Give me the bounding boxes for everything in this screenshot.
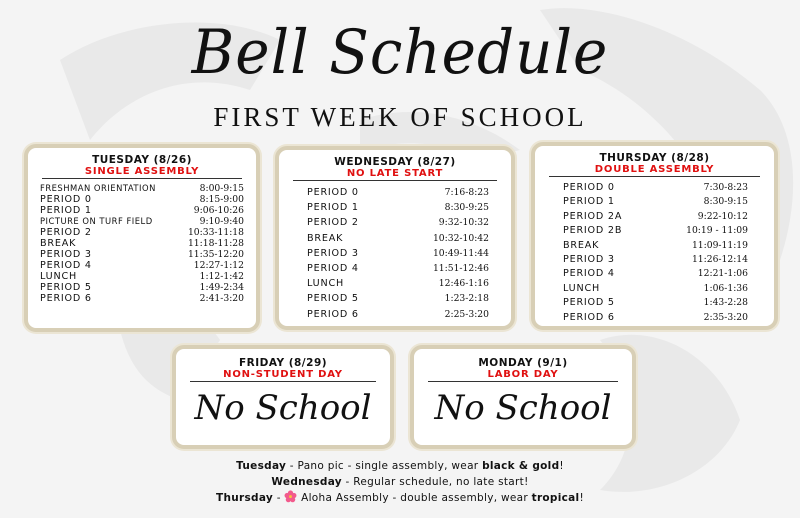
period-time: 8:00-9:15 <box>199 183 244 194</box>
period-label: PERIOD 2A <box>563 210 623 222</box>
note-thursday <box>0 490 800 506</box>
schedule-row <box>563 253 748 267</box>
period-label: PERIOD 2B <box>563 225 623 237</box>
tuesday-day: TUESDAY (8/26) <box>92 154 192 166</box>
period-time: 11:18-11:28 <box>187 238 244 249</box>
schedule-row <box>563 210 748 224</box>
schedule-row <box>40 205 244 216</box>
note-day: Wednesday <box>271 476 342 488</box>
period-label: PERIOD 3 <box>563 254 615 266</box>
period-time: 1:43-2:28 <box>703 297 748 309</box>
thursday-day: THURSDAY (8/28) <box>599 152 710 164</box>
period-label: PERIOD 6 <box>307 308 359 320</box>
thursday-rows <box>563 181 748 325</box>
note-day: Thursday <box>216 492 274 504</box>
monday-no-school: No School <box>434 388 612 428</box>
period-time: 10:32-10:42 <box>432 232 489 244</box>
schedule-row <box>40 216 244 227</box>
wednesday-day: WEDNESDAY (8/27) <box>334 156 456 168</box>
period-time: 11:35-12:20 <box>187 249 244 260</box>
note-bold: black & gold <box>482 460 560 472</box>
note-text: - Regular schedule, no late start! <box>341 476 529 488</box>
schedule-row <box>307 276 489 291</box>
period-time: 7:30-8:23 <box>703 182 748 193</box>
period-label: BREAK <box>40 238 77 249</box>
period-time: 10:19 - 11:09 <box>686 225 748 237</box>
period-time: 1:12-1:42 <box>199 271 244 282</box>
monday-day: MONDAY (9/1) <box>478 357 568 369</box>
thursday-card <box>531 142 778 330</box>
friday-card <box>172 345 394 449</box>
wednesday-rows <box>307 185 489 322</box>
period-label: PERIOD 1 <box>563 196 615 208</box>
divider <box>549 176 760 177</box>
period-time: 9:10-9:40 <box>199 216 244 227</box>
monday-card <box>410 345 636 449</box>
notes <box>0 458 800 506</box>
period-label: PERIOD 5 <box>563 297 615 309</box>
period-time: 11:09-11:19 <box>691 239 748 251</box>
divider <box>42 178 242 179</box>
schedule-row <box>40 293 244 304</box>
period-time: 10:33-11:18 <box>187 227 244 238</box>
period-time: 1:06-1:36 <box>703 282 748 294</box>
page-subtitle: FIRST WEEK OF SCHOOL <box>213 102 587 132</box>
monday-tag: LABOR DAY <box>487 369 559 380</box>
schedule-row <box>563 181 748 195</box>
schedule-row <box>40 249 244 260</box>
divider <box>190 381 376 382</box>
period-time: 9:22-10:12 <box>697 210 748 222</box>
schedule-row <box>563 195 748 209</box>
note-bold: tropical <box>531 492 580 504</box>
schedule-row <box>307 185 489 200</box>
page-title: Bell Schedule <box>191 16 609 88</box>
period-time: 8:30-9:15 <box>703 196 748 208</box>
period-label: PERIOD 4 <box>563 268 615 280</box>
period-time: 9:06-10:26 <box>193 205 244 216</box>
period-time: 11:26-12:14 <box>691 254 748 266</box>
wednesday-card <box>275 146 515 330</box>
period-time: 10:49-11:44 <box>432 247 489 259</box>
period-time: 9:32-10:32 <box>438 217 489 229</box>
period-time: 1:49-2:34 <box>199 282 244 293</box>
schedule-row <box>563 224 748 238</box>
schedule-row <box>307 231 489 246</box>
period-time: 12:27-1:12 <box>193 260 244 271</box>
period-label: PERIOD 3 <box>40 249 92 260</box>
period-time: 2:41-3:20 <box>199 293 244 304</box>
schedule-row <box>40 271 244 282</box>
divider <box>293 180 497 181</box>
period-time: 2:25-3:20 <box>444 308 489 320</box>
wednesday-tag: NO LATE START <box>346 168 444 179</box>
schedule-row <box>40 282 244 293</box>
schedule-row <box>307 215 489 230</box>
schedule-row <box>40 227 244 238</box>
schedule-row <box>563 296 748 310</box>
hibiscus-icon <box>284 490 297 503</box>
period-time: 7:16-8:23 <box>444 187 489 198</box>
period-label: LUNCH <box>40 271 77 282</box>
note-end: ! <box>559 460 564 472</box>
schedule-row <box>307 291 489 306</box>
note-end: ! <box>579 492 584 504</box>
note-wednesday <box>0 474 800 490</box>
period-time: 11:51-12:46 <box>432 263 489 275</box>
schedule-row <box>307 200 489 215</box>
period-time: 12:21-1:06 <box>697 268 748 280</box>
period-label: PERIOD 6 <box>563 311 615 323</box>
period-label: PERIOD 5 <box>307 293 359 305</box>
period-label: PERIOD 4 <box>40 260 92 271</box>
note-text: - Pano pic - single assembly, wear <box>286 460 483 472</box>
period-label: PERIOD 4 <box>307 263 359 275</box>
note-tuesday <box>0 458 800 474</box>
schedule-row <box>307 307 489 322</box>
period-label: LUNCH <box>307 278 344 290</box>
friday-tag: NON-STUDENT DAY <box>223 369 343 380</box>
period-label: LUNCH <box>563 282 600 294</box>
tuesday-rows <box>40 183 244 304</box>
period-time: 2:35-3:20 <box>703 311 748 323</box>
period-label: PERIOD 0 <box>563 182 615 193</box>
schedule-row <box>40 183 244 194</box>
schedule-row <box>563 282 748 296</box>
schedule-row <box>563 239 748 253</box>
period-label: PERIOD 2 <box>40 227 92 238</box>
period-label: PERIOD 1 <box>40 205 92 216</box>
tuesday-tag: SINGLE ASSEMBLY <box>84 166 200 177</box>
period-time: 8:30-9:25 <box>444 202 489 214</box>
period-label: PERIOD 1 <box>307 202 359 214</box>
tuesday-card <box>24 144 260 332</box>
period-label: PERIOD 3 <box>307 247 359 259</box>
period-label: PERIOD 5 <box>40 282 92 293</box>
period-label: BREAK <box>563 239 600 251</box>
period-label: PERIOD 0 <box>40 194 92 205</box>
schedule-row <box>40 238 244 249</box>
period-label: BREAK <box>307 232 344 244</box>
note-pre: - <box>273 492 285 504</box>
schedule-row <box>40 260 244 271</box>
friday-day: FRIDAY (8/29) <box>238 357 328 369</box>
period-label: FRESHMAN ORIENTATION <box>40 183 156 193</box>
schedule-row <box>307 246 489 261</box>
schedule-row <box>307 261 489 276</box>
period-time: 1:23-2:18 <box>444 293 489 305</box>
thursday-tag: DOUBLE ASSEMBLY <box>594 164 715 175</box>
period-label: PICTURE ON TURF FIELD <box>40 216 153 226</box>
period-label: PERIOD 0 <box>307 187 359 198</box>
period-time: 12:46-1:16 <box>438 278 489 290</box>
note-text: Aloha Assembly - double assembly, wear <box>297 492 532 504</box>
schedule-row <box>563 267 748 281</box>
period-label: PERIOD 6 <box>40 293 92 304</box>
friday-no-school: No School <box>194 388 372 428</box>
divider <box>428 381 618 382</box>
note-day: Tuesday <box>236 460 287 472</box>
period-label: PERIOD 2 <box>307 217 359 229</box>
period-time: 8:15-9:00 <box>199 194 244 205</box>
schedule-row <box>563 311 748 325</box>
schedule-row <box>40 194 244 205</box>
